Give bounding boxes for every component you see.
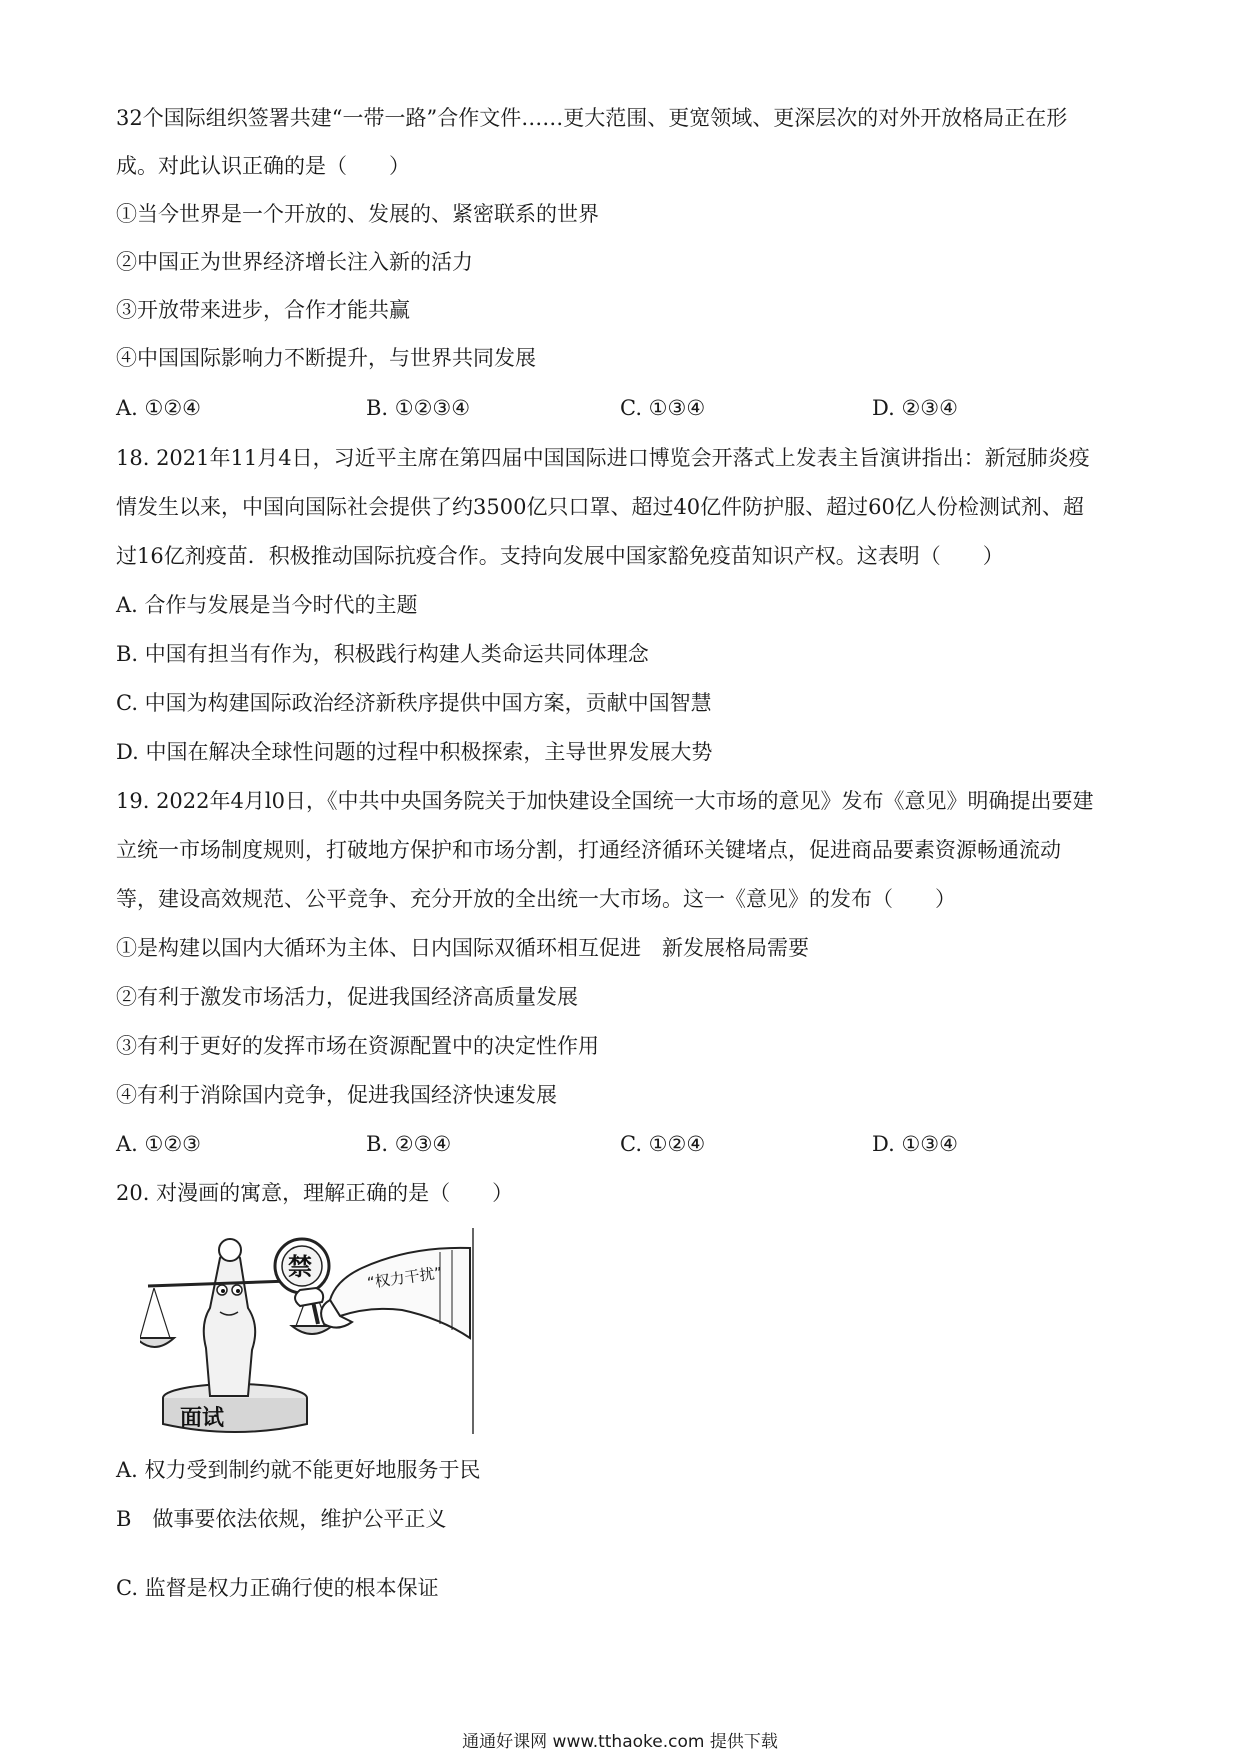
q20-option-a: A. 权力受到制约就不能更好地服务于民 bbox=[116, 1458, 481, 1482]
holding-hand bbox=[295, 1288, 323, 1306]
scale-figure-head bbox=[219, 1239, 241, 1261]
prohibition-sign-label: 禁 bbox=[288, 1253, 312, 1281]
q17-option-a: A. ①②④ bbox=[116, 396, 201, 420]
q18-option-a: A. 合作与发展是当今时代的主题 bbox=[116, 593, 418, 617]
q19-statement-4: ④有利于消除国内竞争，促进我国经济快速发展 bbox=[116, 1083, 557, 1107]
q19-stem-line-2: 立统一市场制度规则，打破地方保护和市场分割，打通经济循环关键堵点，促进商品要素资源畅通流动 bbox=[116, 838, 1061, 862]
q20-cartoon bbox=[140, 1228, 480, 1434]
q19-statement-2: ②有利于激发市场活力，促进我国经济高质量发展 bbox=[116, 985, 578, 1009]
q17-statement-3: ③开放带来进步，合作才能共赢 bbox=[116, 298, 410, 322]
scale-figure-body bbox=[204, 1250, 255, 1396]
q17-stem-line-1: 32个国际组织签署共建“一带一路”合作文件……更大范围、更宽领域、更深层次的对外开放格局正在形 bbox=[116, 106, 1068, 130]
q17-option-c: C. ①③④ bbox=[620, 396, 706, 420]
q17-option-b: B. ①②③④ bbox=[366, 396, 471, 420]
q19-statement-3: ③有利于更好的发挥市场在资源配置中的决定性作用 bbox=[116, 1034, 599, 1058]
pedestal-label: 面试 bbox=[180, 1406, 225, 1431]
q19-option-a: A. ①②③ bbox=[116, 1132, 201, 1156]
interfering-arm bbox=[330, 1248, 470, 1338]
q17-statement-1: ①当今世界是一个开放的、发展的、紧密联系的世界 bbox=[116, 202, 599, 226]
q20-option-c: C. 监督是权力正确行使的根本保证 bbox=[116, 1576, 439, 1600]
q19-option-c: C. ①②④ bbox=[620, 1132, 706, 1156]
q20-stem: 20. 对漫画的寓意，理解正确的是（ ） bbox=[116, 1181, 514, 1205]
q17-statement-4: ④中国国际影响力不断提升，与世界共同发展 bbox=[116, 346, 536, 370]
q18-stem-line-1: 18. 2021年11月4日，习近平主席在第四届中国国际进口博览会开落式上发表主旨演讲指出：新冠肺炎疫 bbox=[116, 446, 1090, 470]
q20-option-b: B 做事要依法依规，维护公平正义 bbox=[116, 1507, 447, 1531]
q19-statement-1: ①是构建以国内大循环为主体、日内国际双循环相互促进 新发展格局需要 bbox=[116, 936, 809, 960]
q18-option-c: C. 中国为构建国际政治经济新秩序提供中国方案，贡献中国智慧 bbox=[116, 691, 712, 715]
q18-option-d: D. 中国在解决全球性问题的过程中积极探索，主导世界发展大势 bbox=[116, 740, 713, 764]
q17-option-d: D. ②③④ bbox=[872, 396, 958, 420]
q17-stem-line-2: 成。对此认识正确的是（ ） bbox=[116, 154, 410, 178]
arm-label: “权力干扰” bbox=[366, 1263, 444, 1292]
page-footer: 通通好课网 www.tthaoke.com 提供下载 bbox=[462, 1732, 778, 1752]
right-scale-pan bbox=[292, 1326, 332, 1334]
q17-statement-2: ②中国正为世界经济增长注入新的活力 bbox=[116, 250, 473, 274]
q19-option-b: B. ②③④ bbox=[366, 1132, 452, 1156]
q18-stem-line-3: 过16亿剂疫苗．积极推动国际抗疫合作。支持向发展中国家豁免疫苗知识产权。这表明（ ） bbox=[116, 544, 1004, 568]
q18-stem-line-2: 情发生以来，中国向国际社会提供了约3500亿只口罩、超过40亿件防护服、超过60亿人份检测试剂、超 bbox=[116, 495, 1084, 519]
q19-stem-line-3: 等，建设高效规范、公平竞争、充分开放的全出统一大市场。这一《意见》的发布（ ） bbox=[116, 887, 956, 911]
q19-option-d: D. ①③④ bbox=[872, 1132, 958, 1156]
cartoon-illustration bbox=[140, 1228, 480, 1434]
left-scale-pan bbox=[140, 1338, 174, 1347]
q19-stem-line-1: 19. 2022年4月l0日，《中共中央国务院关于加快建设全国统一大市场的意见》发布《意见》明确提出要建 bbox=[116, 789, 1094, 813]
q18-option-b: B. 中国有担当有作为，积极践行构建人类命运共同体理念 bbox=[116, 642, 649, 666]
